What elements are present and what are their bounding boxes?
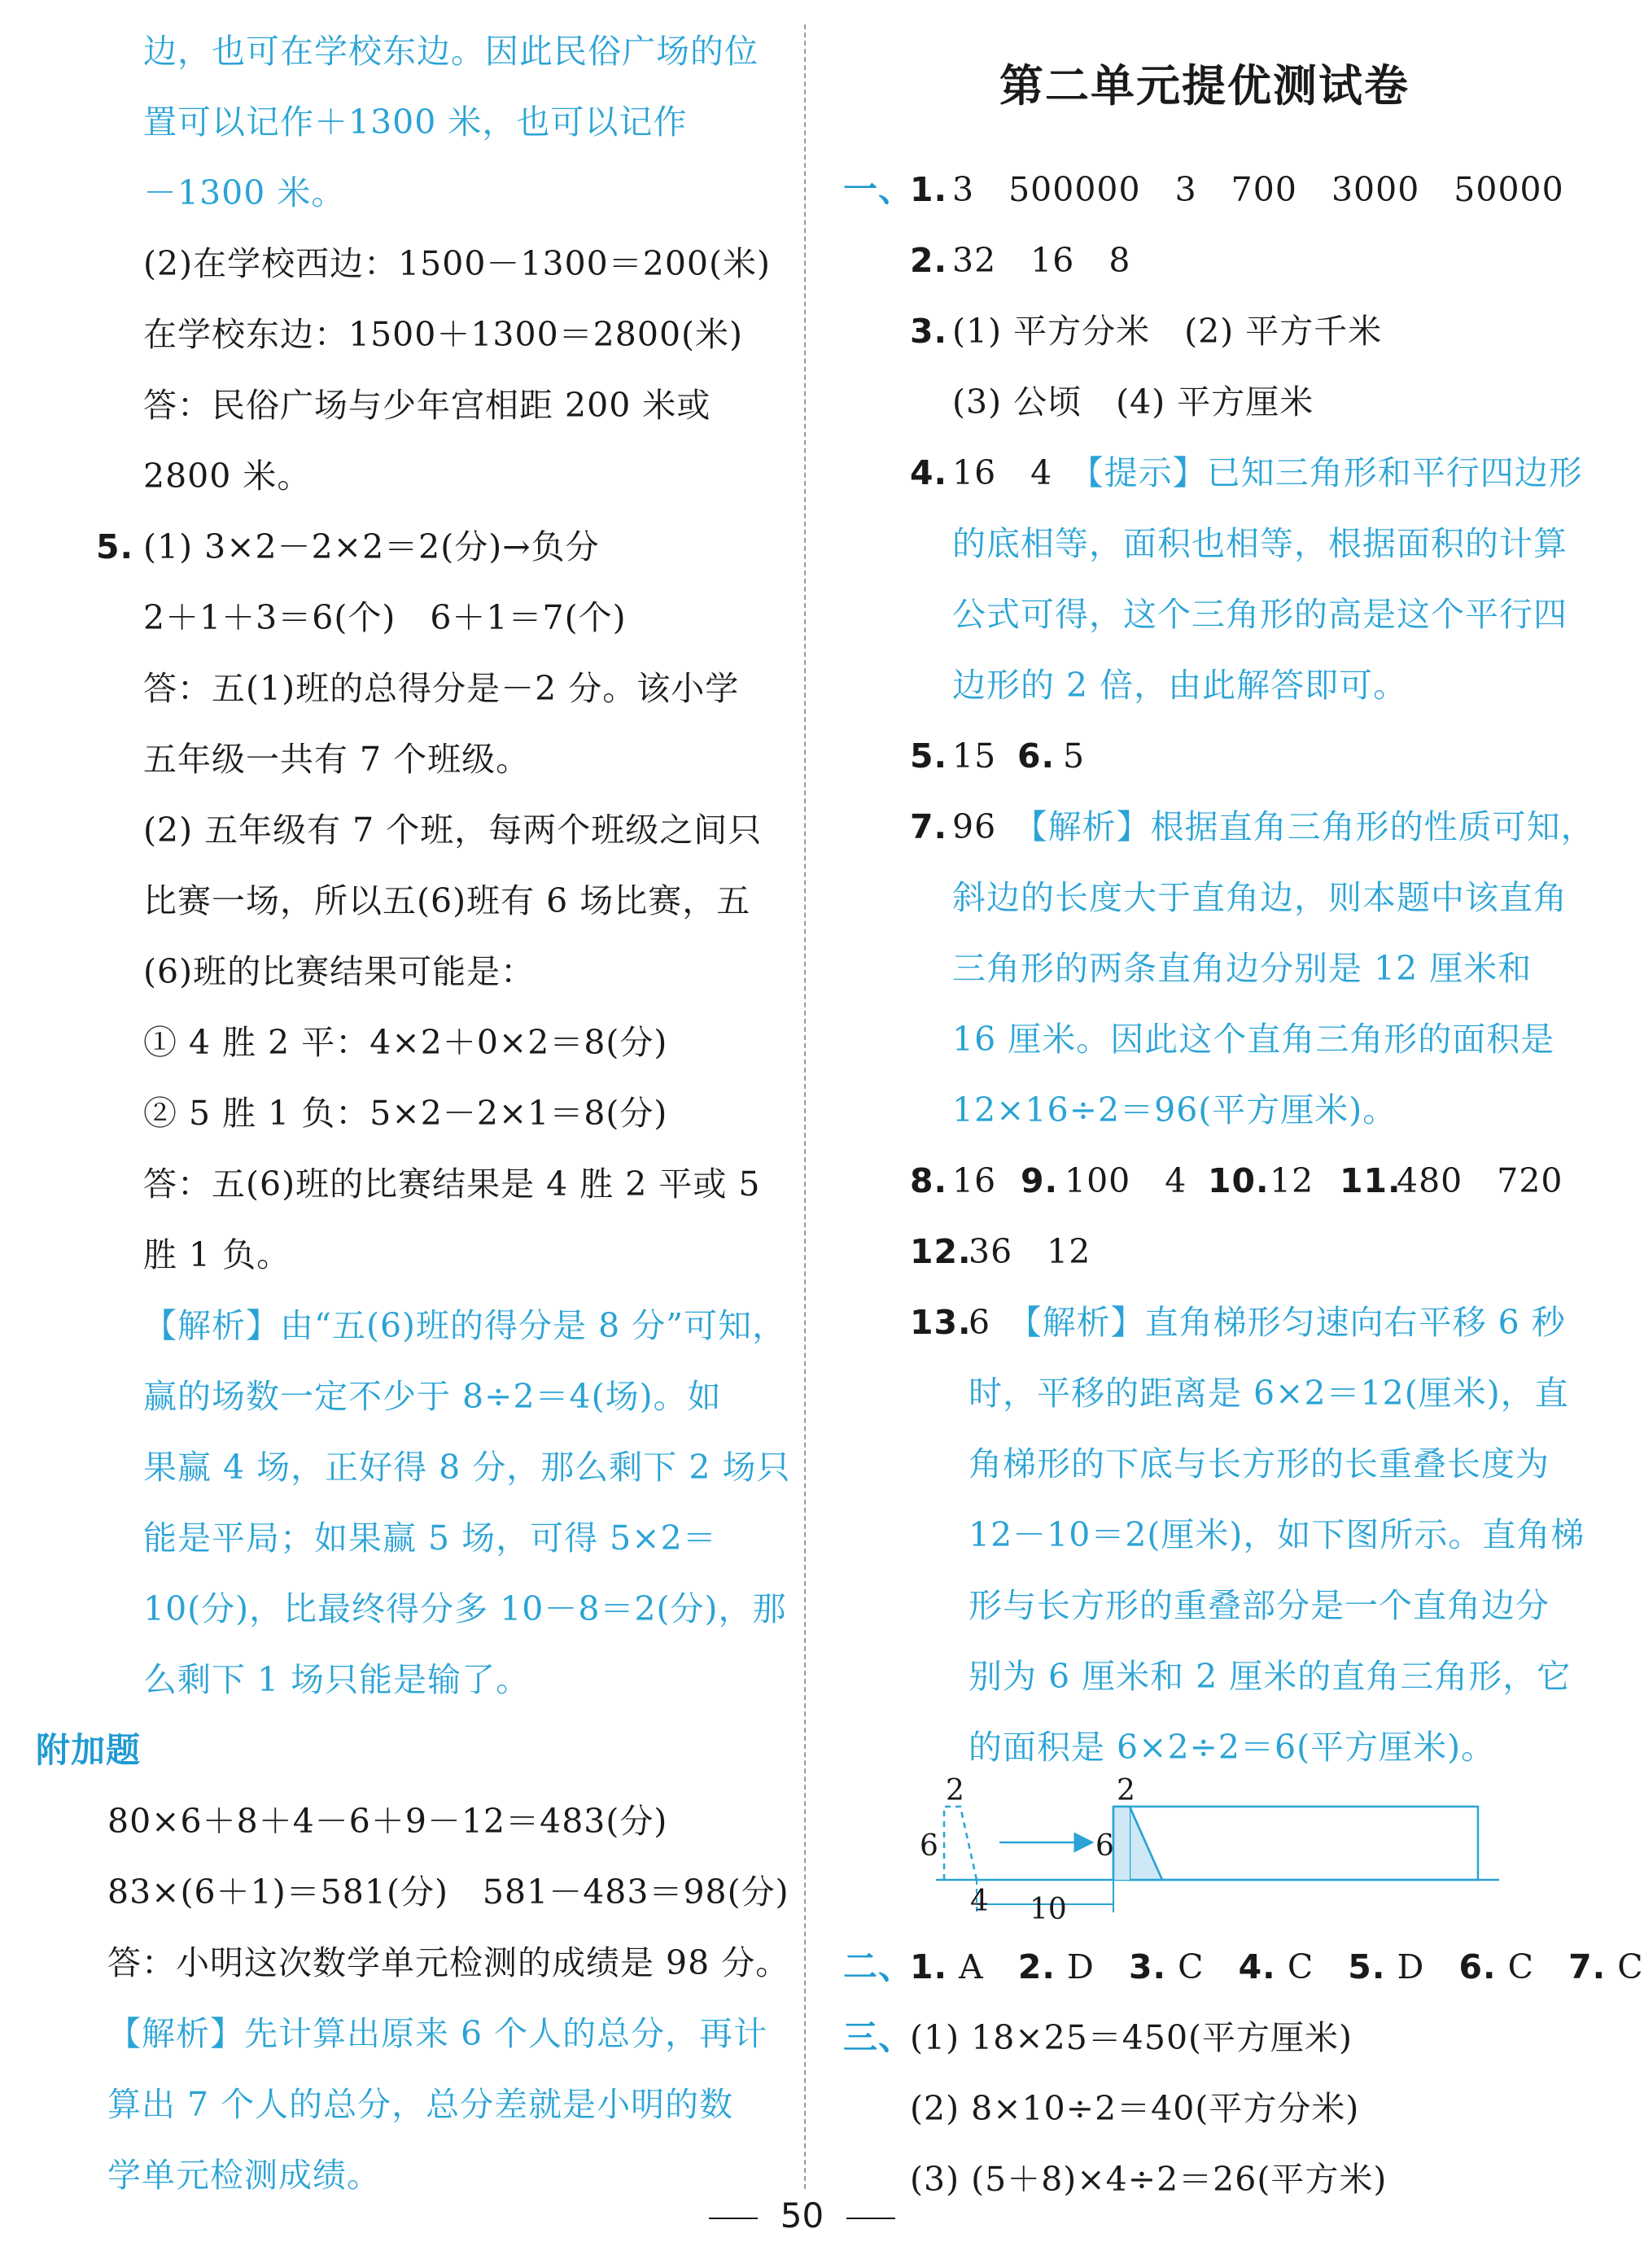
- analysis-line: 【解析】先计算出原来 6 个人的总分，再计: [107, 2014, 768, 2053]
- text-line: (6)班的比赛结果可能是：: [143, 952, 536, 991]
- answer: 36 12: [968, 1232, 1091, 1271]
- answer: C: [1507, 1947, 1534, 1986]
- answer: D: [1067, 1947, 1095, 1986]
- text-line: 答：小明这次数学单元检测的成绩是 98 分。: [107, 1943, 790, 1982]
- question-number: 3.: [1129, 1947, 1167, 1986]
- answer: (1) 平方分米 (2) 平方千米: [952, 312, 1383, 351]
- analysis-line: 形与长方形的重叠部分是一个直角边分: [968, 1586, 1550, 1625]
- label-distance: 10: [1030, 1893, 1067, 1926]
- text-line: (2) 五年级有 7 个班，每两个班级之间只: [143, 811, 763, 850]
- text-line: 胜 1 负。: [143, 1235, 291, 1274]
- page-number: 50: [780, 2196, 824, 2235]
- answer: 3 500000 3 700 3000 50000: [952, 170, 1564, 209]
- original-trapezoid: [944, 1807, 977, 1880]
- question-number: 9.: [1021, 1161, 1059, 1200]
- question-number: 7.: [1568, 1947, 1607, 1986]
- moved-trapezoid-fill: [1114, 1807, 1130, 1880]
- translation-figure: [912, 1774, 1506, 1926]
- text-line: 答：民俗广场与少年宫相距 200 米或: [143, 386, 711, 425]
- hint-line: 公式可得，这个三角形的高是这个平行四: [952, 595, 1567, 634]
- answer: 16: [952, 1161, 997, 1200]
- answer: C: [1617, 1947, 1644, 1986]
- text-line: (1) 3×2－2×2＝2(分)→负分: [143, 527, 600, 566]
- analysis-line: 果赢 4 场，正好得 8 分，那么剩下 2 场只: [143, 1448, 791, 1487]
- label-gap: 4: [970, 1885, 989, 1918]
- choice-answers: [910, 1947, 1644, 1987]
- analysis: 【解析】根据直角三角形的性质可知，: [1030, 807, 1595, 846]
- hint: 【提示】已知三角形和平行四边形: [1087, 453, 1583, 492]
- hint-line: 的底相等，面积也相等，根据面积的计算: [952, 524, 1567, 563]
- analysis-line: 么剩下 1 场只能是输了。: [143, 1660, 531, 1699]
- answer: D: [1397, 1947, 1425, 1986]
- answer-line: [952, 452, 1583, 493]
- section-marker: 一、: [843, 169, 914, 209]
- answer: 100 4: [1065, 1161, 1187, 1200]
- answer: 6: [968, 1303, 1025, 1342]
- column-divider: [804, 24, 806, 2189]
- analysis-line: 10(分)，比最终得分多 10－8＝2(分)，那: [143, 1589, 787, 1628]
- text-line: 置可以记作＋1300 米，也可以记作: [143, 103, 688, 142]
- question-number: 1.: [910, 1947, 948, 1986]
- answer: 480 720: [1397, 1161, 1563, 1200]
- answer: C: [1287, 1947, 1314, 1986]
- page-footer: [0, 2196, 1604, 2235]
- answer: (3) 公顷 (4) 平方厘米: [952, 382, 1314, 422]
- answer: 96: [952, 807, 1031, 846]
- question-number: 12.: [910, 1232, 972, 1271]
- footer-dash-right: [846, 2218, 895, 2219]
- answer: 12: [1270, 1161, 1314, 1200]
- text-line: 2＋1＋3＝6(个) 6＋1＝7(个): [143, 598, 627, 637]
- analysis-line: 12－10＝2(厘米)，如下图所示。直角梯: [968, 1515, 1585, 1554]
- text-line: 边，也可在学校东边。因此民俗广场的位: [143, 32, 759, 71]
- answer-line: [952, 806, 1595, 847]
- footer-dash-left: [709, 2218, 758, 2219]
- analysis-line: 角梯形的下底与长方形的长重叠长度为: [968, 1444, 1550, 1484]
- label-top-right: 2: [1117, 1774, 1135, 1807]
- text-line: －1300 米。: [143, 173, 346, 212]
- analysis-line: 别为 6 厘米和 2 厘米的直角三角形，它: [968, 1657, 1572, 1696]
- analysis-line: 【解析】由“五(6)班的得分是 8 分”可知，: [143, 1306, 787, 1345]
- text-line: 五年级一共有 7 个班级。: [143, 740, 531, 779]
- answer: 16 4: [952, 453, 1087, 492]
- answer: (1) 18×25＝450(平方厘米): [910, 2018, 1353, 2057]
- answer: 15: [952, 736, 997, 776]
- page-title: 第二单元提优测试卷: [999, 60, 1410, 111]
- answer: A: [959, 1947, 984, 1986]
- answer: (2) 8×10÷2＝40(平方分米): [910, 2089, 1360, 2128]
- hint-line: 边形的 2 倍，由此解答即可。: [952, 666, 1408, 705]
- analysis-line: 的面积是 6×2÷2＝6(平方厘米)。: [968, 1728, 1496, 1767]
- text-line: 答：五(6)班的比赛结果是 4 胜 2 平或 5: [143, 1165, 761, 1204]
- analysis-line: 能是平局；如果赢 5 场，可得 5×2＝: [143, 1519, 717, 1558]
- analysis-line: 12×16÷2＝96(平方厘米)。: [952, 1090, 1397, 1130]
- label-height-right: 6: [1095, 1829, 1114, 1863]
- text-line: 在学校东边：1500＋1300＝2800(米): [143, 315, 744, 354]
- question-number: 6.: [1458, 1947, 1497, 1986]
- answer: (3) (5＋8)×4÷2＝26(平方米): [910, 2160, 1388, 2199]
- section-marker: 三、: [843, 2017, 914, 2057]
- answer: C: [1178, 1947, 1205, 1986]
- question-number: 2.: [910, 241, 948, 280]
- rectangle: [1130, 1807, 1478, 1880]
- section-marker: 二、: [843, 1947, 914, 1986]
- text-line: 答：五(1)班的总得分是－2 分。该小学: [143, 669, 740, 708]
- extra-section-title: 附加题: [36, 1730, 142, 1770]
- label-top-left: 2: [946, 1774, 964, 1807]
- question-number: 10.: [1208, 1161, 1270, 1200]
- question-number: 5.: [910, 736, 948, 776]
- question-number: 5.: [1348, 1947, 1386, 1986]
- question-number: 5.: [96, 527, 134, 566]
- question-number: 13.: [910, 1303, 972, 1342]
- answer: 5: [1063, 736, 1086, 776]
- analysis-line: 斜边的长度大于直角边，则本题中该直角: [952, 878, 1567, 917]
- answer-line: [968, 1302, 1566, 1343]
- question-number: 1.: [910, 170, 948, 209]
- question-number: 4.: [1238, 1947, 1276, 1986]
- answer: 32 16 8: [952, 241, 1131, 280]
- text-line: 比赛一场，所以五(6)班有 6 场比赛，五: [143, 881, 751, 920]
- question-number: 6.: [1017, 736, 1056, 776]
- analysis-line: 时，平移的距离是 6×2＝12(厘米)，直: [968, 1374, 1569, 1413]
- question-number: 11.: [1340, 1161, 1401, 1200]
- question-number: 8.: [910, 1161, 948, 1200]
- text-line: 2800 米。: [143, 457, 312, 496]
- analysis-line: 学单元检测成绩。: [107, 2156, 381, 2195]
- question-number: 3.: [910, 312, 948, 351]
- text-line: 83×(6＋1)＝581(分) 581－483＝98(分): [107, 1873, 789, 1912]
- text-line: ① 4 胜 2 平：4×2＋0×2＝8(分): [143, 1023, 668, 1062]
- analysis-line: 算出 7 个人的总分，总分差就是小明的数: [107, 2085, 734, 2124]
- analysis: 【解析】直角梯形匀速向右平移 6 秒: [1025, 1303, 1566, 1342]
- text-line: (2)在学校西边：1500－1300＝200(米): [143, 244, 772, 283]
- label-height-left: 6: [920, 1829, 938, 1863]
- analysis-line: 赢的场数一定不少于 8÷2＝4(场)。如: [143, 1377, 722, 1416]
- question-number: 2.: [1017, 1947, 1056, 1986]
- question-number: 4.: [910, 453, 948, 492]
- analysis-line: 三角形的两条直角边分别是 12 厘米和: [952, 949, 1533, 988]
- text-line: ② 5 胜 1 负：5×2－2×1＝8(分): [143, 1094, 668, 1133]
- question-number: 7.: [910, 807, 948, 846]
- analysis-line: 16 厘米。因此这个直角三角形的面积是: [952, 1020, 1555, 1059]
- text-line: 80×6＋8＋4－6＋9－12＝483(分): [107, 1802, 668, 1841]
